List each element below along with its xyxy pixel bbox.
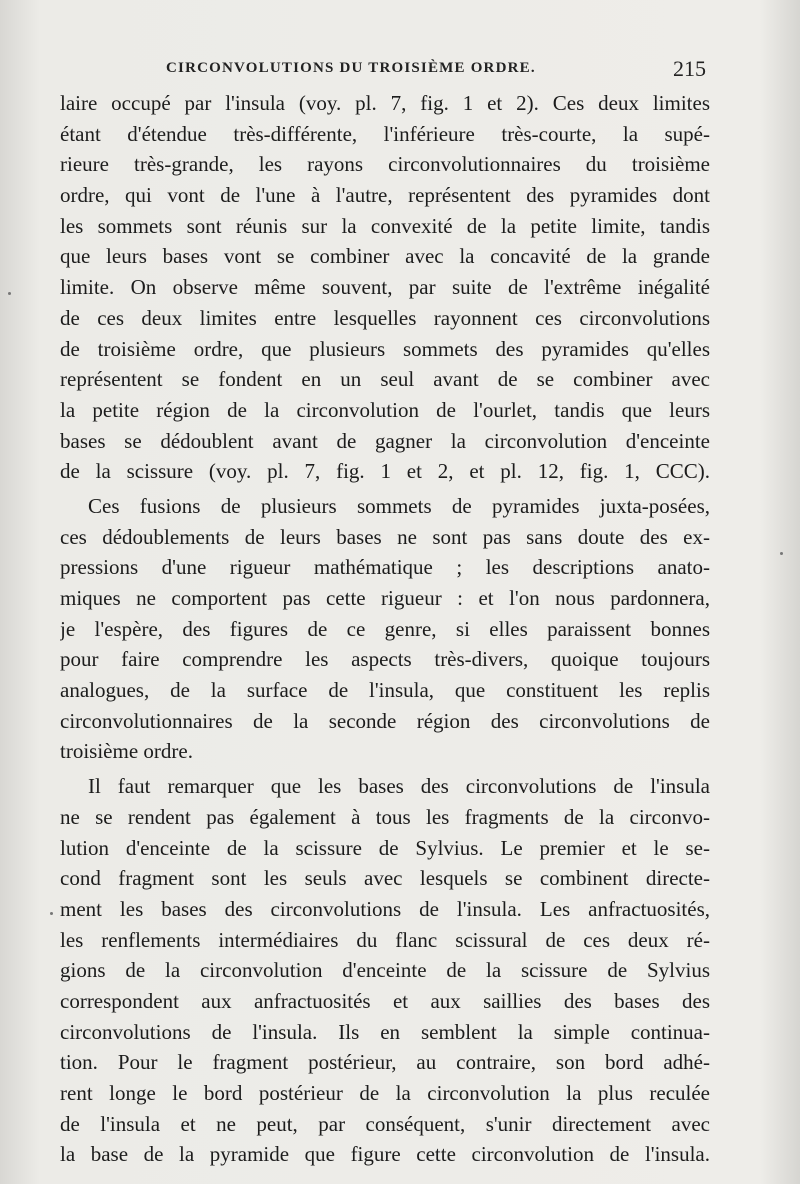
text-line: lution d'enceinte de la scissure de Sylvius. Le premier et le se- [60, 835, 710, 860]
text-line: représentent se fondent en un seul avant de se combiner avec [60, 367, 710, 392]
header-title: CIRCONVOLUTIONS DU TROISIÈME ORDRE. [166, 60, 536, 76]
text-line: limite. On observe même souvent, par suite de l'extrême inégalité [60, 275, 710, 300]
text-line: je l'espère, des figures de ce genre, si elles paraissent bonnes [60, 616, 710, 641]
text-line: laire occupé par l'insula (voy. pl. 7, fig. 1 et 2). Ces deux limites [60, 91, 710, 115]
paragraph-1 [60, 88, 710, 487]
text-line: pour faire comprendre les aspects très-divers, quoique toujours [60, 647, 710, 672]
text-line: troisième ordre. [60, 739, 193, 764]
text-line: les renflements intermédiaires du flanc scissural de ces deux ré- [60, 927, 710, 952]
text-line: cond fragment sont les seuls avec lesquels se combinent directe- [60, 866, 710, 891]
text-line: de troisième ordre, que plusieurs sommets des pyramides qu'elles [60, 336, 710, 361]
text-line: rent longe le bord postérieur de la circonvolution la plus reculée [60, 1081, 710, 1105]
paragraph-2 [60, 491, 710, 767]
text-line: ment les bases des circonvolutions de l'insula. Les anfractuosités, [60, 896, 710, 921]
paragraph-3 [60, 771, 710, 1170]
text-line: miques ne comportent pas cette rigueur : et l'on nous pardonnera, [60, 586, 710, 610]
text-line: la base de la pyramide que figure cette circonvolution de l'insula. [60, 1142, 710, 1167]
text-line: que leurs bases vont se combiner avec la concavité de la grande [60, 244, 710, 269]
body-text [60, 88, 710, 1170]
text-line: correspondent aux anfractuosités et aux saillies des bases des [60, 988, 710, 1013]
text-line: la petite région de la circonvolution de l'ourlet, tandis que leurs [60, 397, 710, 422]
text-line: ne se rendent pas également à tous les fragments de la circonvo- [60, 804, 710, 829]
text-line: de ces deux limites entre lesquelles rayonnent ces circonvolutions [60, 305, 710, 330]
text-line: les sommets sont réunis sur la convexité de la petite limite, tandis [60, 213, 710, 238]
text-line: étant d'étendue très-différente, l'inférieure très-courte, la supé- [60, 121, 710, 146]
text-line: ordre, qui vont de l'une à l'autre, représentent des pyramides dont [60, 183, 710, 208]
text-line: de l'insula et ne peut, par conséquent, s'unir directement avec [60, 1111, 710, 1136]
paper-speck [780, 552, 783, 555]
page-number: 215 [673, 56, 706, 81]
text-line: circonvolutionnaires de la seconde région des circonvolutions de [60, 708, 710, 733]
paper-speck [50, 912, 53, 915]
text-line: circonvolutions de l'insula. Ils en semblent la simple continua- [60, 1019, 710, 1044]
text-line: Ces fusions de plusieurs sommets de pyramides juxta-posées, [88, 493, 710, 518]
text-line: bases se dédoublent avant de gagner la circonvolution d'enceinte [60, 428, 710, 453]
text-line: Il faut remarquer que les bases des circonvolutions de l'insula [88, 774, 710, 799]
text-line: ces dédoublements de leurs bases ne sont pas sans doute des ex- [60, 524, 710, 549]
text-line: analogues, de la surface de l'insula, que constituent les replis [60, 678, 710, 703]
text-line: rieure très-grande, les rayons circonvolutionnaires du troisième [60, 152, 710, 177]
text-line: gions de la circonvolution d'enceinte de la scissure de Sylvius [60, 958, 710, 983]
running-header [166, 56, 706, 86]
text-line: pressions d'une rigueur mathématique ; les descriptions anato- [60, 555, 710, 580]
paper-speck [8, 292, 11, 295]
text-line: de la scissure (voy. pl. 7, fig. 1 et 2, et pl. 12, fig. 1, CCC). [60, 459, 710, 484]
text-line: tion. Pour le fragment postérieur, au contraire, son bord adhé- [60, 1050, 710, 1075]
